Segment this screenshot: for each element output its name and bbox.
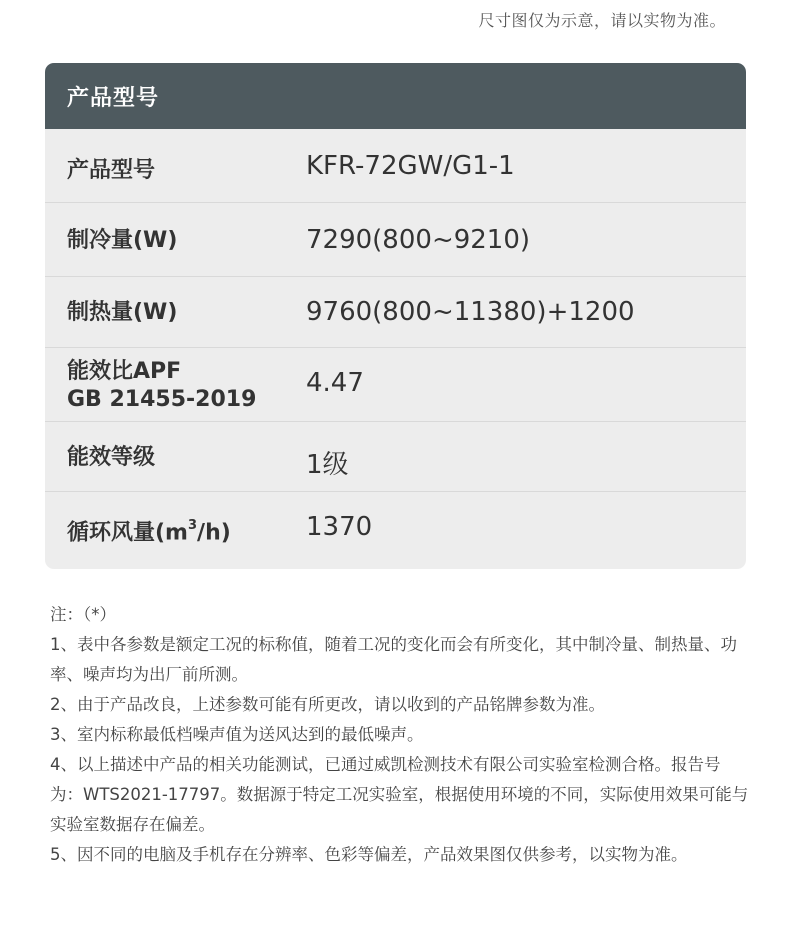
note-item: 1、表中各参数是额定工况的标称值，随着工况的变化而会有所变化，其中制冷量、制热量、功率、噪声均为出厂前所测。 (50, 635, 737, 684)
spec-row-heating (45, 277, 746, 348)
spec-row-cooling (45, 203, 746, 277)
spec-label-text: 循环风量(m (67, 520, 188, 546)
spec-value: KFR-72GW/G1-1 (306, 151, 515, 181)
spec-label-line: GB 21455-2019 (67, 387, 257, 412)
note-item: 2、由于产品改良，上述参数可能有所更改，请以收到的产品铭牌参数为准。 (50, 695, 605, 714)
spec-label: 产品型号 (67, 158, 156, 183)
spec-label: 能效等级 (67, 445, 156, 470)
spec-row-efficiency-grade (45, 422, 746, 492)
spec-value: 4.47 (306, 368, 364, 398)
spec-label: 制热量(W) (67, 300, 178, 325)
spec-value: 1级 (306, 450, 349, 480)
note-item: 4、以上描述中产品的相关功能测试，已通过威凯检测技术有限公司实验室检测合格。报告号为：WTS2021-17797。数据源于特定工况实验室，根据使用环境的不同，实际使用效果可能与实验室数据存在偏差。 (50, 755, 749, 834)
notes-heading: 注：（*） (50, 605, 116, 624)
spec-table-header (45, 63, 746, 129)
notes-section (50, 600, 750, 870)
disclaimer-note: 尺寸图仅为示意，请以实物为准。 (478, 11, 726, 30)
spec-label (67, 514, 231, 547)
spec-table (45, 63, 746, 569)
spec-table-title: 产品型号 (67, 85, 160, 111)
spec-value: 7290(800~9210) (306, 225, 531, 255)
note-item: 5、因不同的电脑及手机存在分辨率、色彩等偏差，产品效果图仅供参考，以实物为准。 (50, 845, 688, 864)
spec-label: 制冷量(W) (67, 228, 178, 253)
spec-value: 9760(800~11380)+1200 (306, 297, 635, 327)
spec-label-line: 能效比APF (67, 359, 182, 384)
note-item: 3、室内标称最低档噪声值为送风达到的最低噪声。 (50, 725, 424, 744)
spec-row-airflow (45, 492, 746, 568)
spec-value: 1370 (306, 512, 373, 542)
spec-label-text: /h) (197, 520, 231, 546)
spec-row-apf (45, 348, 746, 422)
spec-row-model (45, 129, 746, 203)
superscript: 3 (187, 518, 198, 533)
spec-label (67, 358, 256, 414)
